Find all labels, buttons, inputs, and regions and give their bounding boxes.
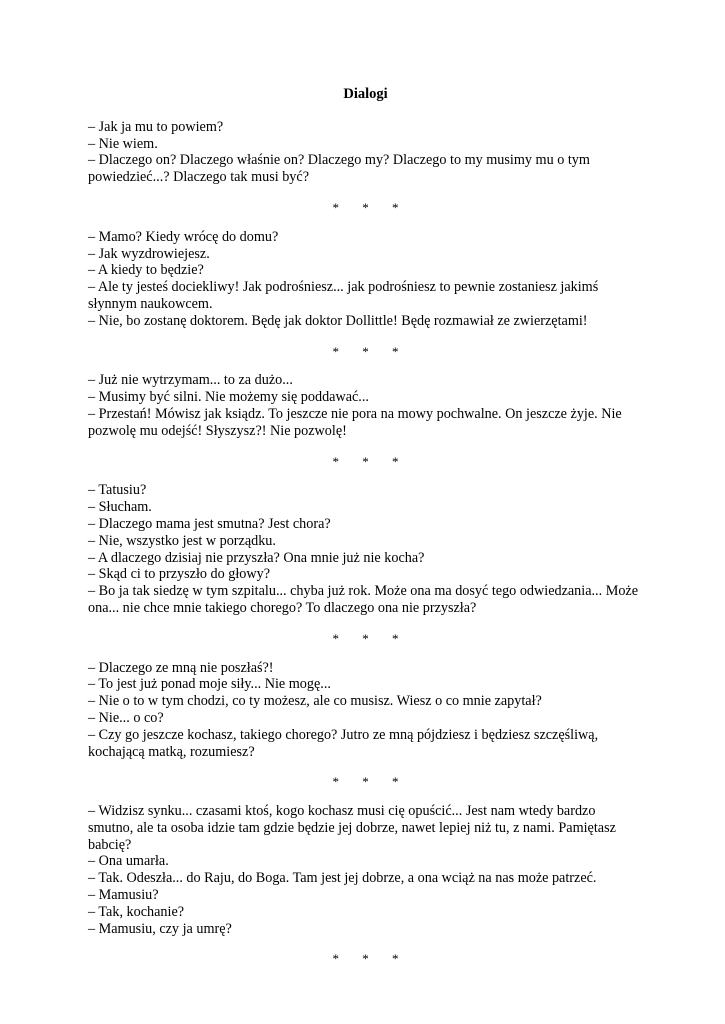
- dialog-line: – Nie wiem.: [88, 135, 158, 152]
- dialog-line: – Mamo? Kiedy wrócę do domu?: [88, 228, 279, 245]
- dialog-line: – Musimy być silni. Nie możemy się poddawać...: [88, 389, 369, 406]
- dialog-line: – Czy go jeszcze kochasz, takiego chorego? Jutro ze mną pójdziesz i będziesz szczęśliwą, kochającą matką, rozumiesz?: [88, 726, 599, 760]
- dialog-line: – Tatusiu?: [88, 482, 147, 499]
- section-separator: * * *: [332, 453, 409, 469]
- dialog-line: – Nie o to w tym chodzi, co ty możesz, ale co musisz. Wiesz o co mnie zapytał?: [88, 693, 542, 710]
- dialog-line: – Bo ja tak siedzę w tym szpitalu... chyba już rok. Może ona ma dosyć tego odwiedzania... Może ona... nie chce mnie takiego chorego? To dlaczego ona nie przyszła?: [88, 583, 639, 616]
- dialog-line: – Mamusiu, czy ja umrę?: [88, 920, 232, 937]
- dialog-line: – Już nie wytrzymam... to za dużo...: [88, 372, 293, 389]
- dialog-line: – Jak ja mu to powiem?: [88, 118, 224, 135]
- dialog-section: [88, 229, 643, 330]
- dialog-line: – Ale ty jesteś dociekliwy! Jak podrośniesz... jak podrośniesz to pewnie zostaniesz jakimś słynnym naukowcem.: [88, 279, 599, 312]
- dialog-line: – Dlaczego ze mną nie poszłaś?!: [88, 659, 274, 676]
- dialog-line: – Mamusiu?: [88, 887, 159, 904]
- document-title: Dialogi: [343, 86, 388, 102]
- dialog-section: [88, 660, 643, 761]
- section-separator: * * *: [332, 199, 409, 215]
- dialog-line: – Nie... o co?: [88, 709, 164, 726]
- dialog-line: – Tak. Odeszła... do Raju, do Boga. Tam jest jej dobrze, a ona wciąż na nas może patrzeć.: [88, 870, 597, 887]
- document-page: [88, 86, 643, 980]
- dialog-section: [88, 482, 643, 616]
- dialog-line: – Dlaczego mama jest smutna? Jest chora?: [88, 515, 331, 532]
- dialog-line: – To jest już ponad moje siły... Nie mogę...: [88, 676, 331, 693]
- dialog-line: – Nie, bo zostanę doktorem. Będę jak doktor Dollittle! Będę rozmawiał ze zwierzętami!: [88, 312, 588, 329]
- dialog-line: – Skąd ci to przyszło do głowy?: [88, 566, 271, 583]
- dialog-line: – Słucham.: [88, 499, 152, 516]
- section-separator: * * *: [332, 774, 409, 790]
- dialog-line: – Dlaczego on? Dlaczego właśnie on? Dlaczego my? Dlaczego to my musimy mu o tym powiedzieć...? Dlaczego tak musi być?: [88, 152, 590, 186]
- dialog-line: – A dlaczego dzisiaj nie przyszła? Ona mnie już nie kocha?: [88, 549, 425, 566]
- dialog-section: [88, 372, 643, 439]
- dialog-section: [88, 119, 643, 186]
- dialog-line: – A kiedy to będzie?: [88, 262, 204, 279]
- dialog-line: – Jak wyzdrowiejesz.: [88, 245, 210, 262]
- section-separator: * * *: [332, 343, 409, 359]
- dialog-line: – Ona umarła.: [88, 853, 169, 870]
- dialog-line: – Nie, wszystko jest w porządku.: [88, 532, 276, 549]
- dialog-line: – Przestań! Mówisz jak ksiądz. To jeszcze nie pora na mowy pochwalne. On jeszcze żyje. Nie pozwolę mu odejść! Słyszysz?! Nie pozwolę!: [88, 405, 622, 439]
- section-separator: * * *: [332, 951, 409, 967]
- section-separator: * * *: [332, 630, 409, 646]
- dialog-section: [88, 803, 643, 937]
- dialog-line: – Widzisz synku... czasami ktoś, kogo kochasz musi cię opuścić... Jest nam wtedy bardzo smutno, ale ta osoba idzie tam gdzie będzie jej dobrze, nawet lepiej niż tu, z nami. Pamiętasz babcię?: [88, 803, 616, 853]
- dialog-line: – Tak, kochanie?: [88, 903, 185, 920]
